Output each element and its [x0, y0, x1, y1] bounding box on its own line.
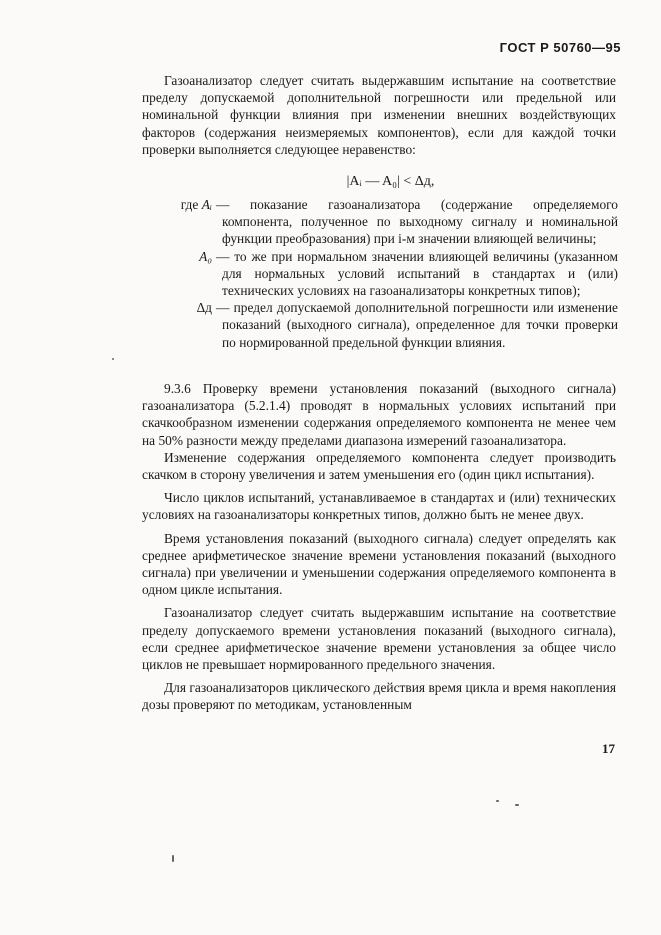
scan-speck [112, 358, 114, 360]
definition-item [144, 248, 618, 300]
definition-item [144, 299, 618, 351]
page-number: 17 [602, 741, 615, 756]
definition-symbol: Δд [196, 300, 212, 316]
definition-text: — то же при нормальном значении влияющей величины (указанном для нормальных условий испытаний в стандартах и (или) технических условиях на газоанализаторы конкретных типов); [216, 248, 618, 299]
definition-symbol: Aᵢ [201, 197, 212, 212]
intro-paragraph-block [142, 72, 616, 158]
inequality-formula: |Aᵢ — A₀| < Δд, [346, 174, 435, 189]
definition-symbol: A₀ [199, 248, 212, 264]
scan-speck [496, 800, 499, 802]
definitions-list [144, 196, 618, 351]
definition-prefix: где [180, 197, 199, 212]
section-paragraph: Газоанализатор следует считать выдержавшим испытание на соответствие пределу допускаемого времени установления показаний (выходного сигнала), если среднее арифметическое значение времени установления за общее число циклов не превышает нормированного предельного значения. [142, 605, 616, 673]
section-paragraph: Число циклов испытаний, устанавливаемое в стандартах и (или) технических условиях на газоанализаторы конкретных типов, должно быть не менее двух. [142, 490, 616, 523]
definition-text: — предел допускаемой дополнительной погрешности или изменение показаний (выходного сигнала), определенное для точки проверки по нормированной предельной функции влияния. [216, 300, 618, 350]
section-paragraph: Изменение содержания определяемого компонента следует производить скачком в сторону увеличения и затем уменьшения его (один цикл испытания). [142, 449, 616, 483]
definition-text: — показание газоанализатора (содержание определяемого компонента, полученное по выходному сигналу и номинальной функции преобразования) при i-м значении влияющей величины; [216, 197, 618, 247]
section-9-3-6 [142, 380, 616, 714]
scan-speck [515, 804, 519, 806]
document-header: ГОСТ Р 50760—95 [499, 40, 621, 55]
section-paragraph: 9.3.6 Проверку времени установления показаний (выходного сигнала) газоанализатора (5.2.1.4) проводят в нормальных условиях испытаний при скачкообразном изменении содержания определяемого компонента не менее чем на 50% разности между пределами диапазона измерений газоанализатора. [142, 381, 616, 448]
definition-item [144, 196, 618, 248]
scan-speck [172, 855, 174, 862]
section-paragraph: Время установления показаний (выходного сигнала) следует определять как среднее арифметическое значение времени установления показаний (выходного сигнала) при увеличении и уменьшении содержания определяемого компонента в одном цикле испытания. [142, 530, 616, 598]
section-paragraph: Для газоанализаторов циклического действия время цикла и время накопления дозы проверяют по методикам, установленным [142, 680, 616, 713]
intro-paragraph: Газоанализатор следует считать выдержавшим испытание на соответствие пределу допускаемой дополнительной погрешности или предельной или номинальной функции влияния при изменении внешних воздействующих факторов (содержания неизмеряемых компонентов), если для каждой точки проверки выполняется следующее неравенство: [142, 73, 616, 157]
